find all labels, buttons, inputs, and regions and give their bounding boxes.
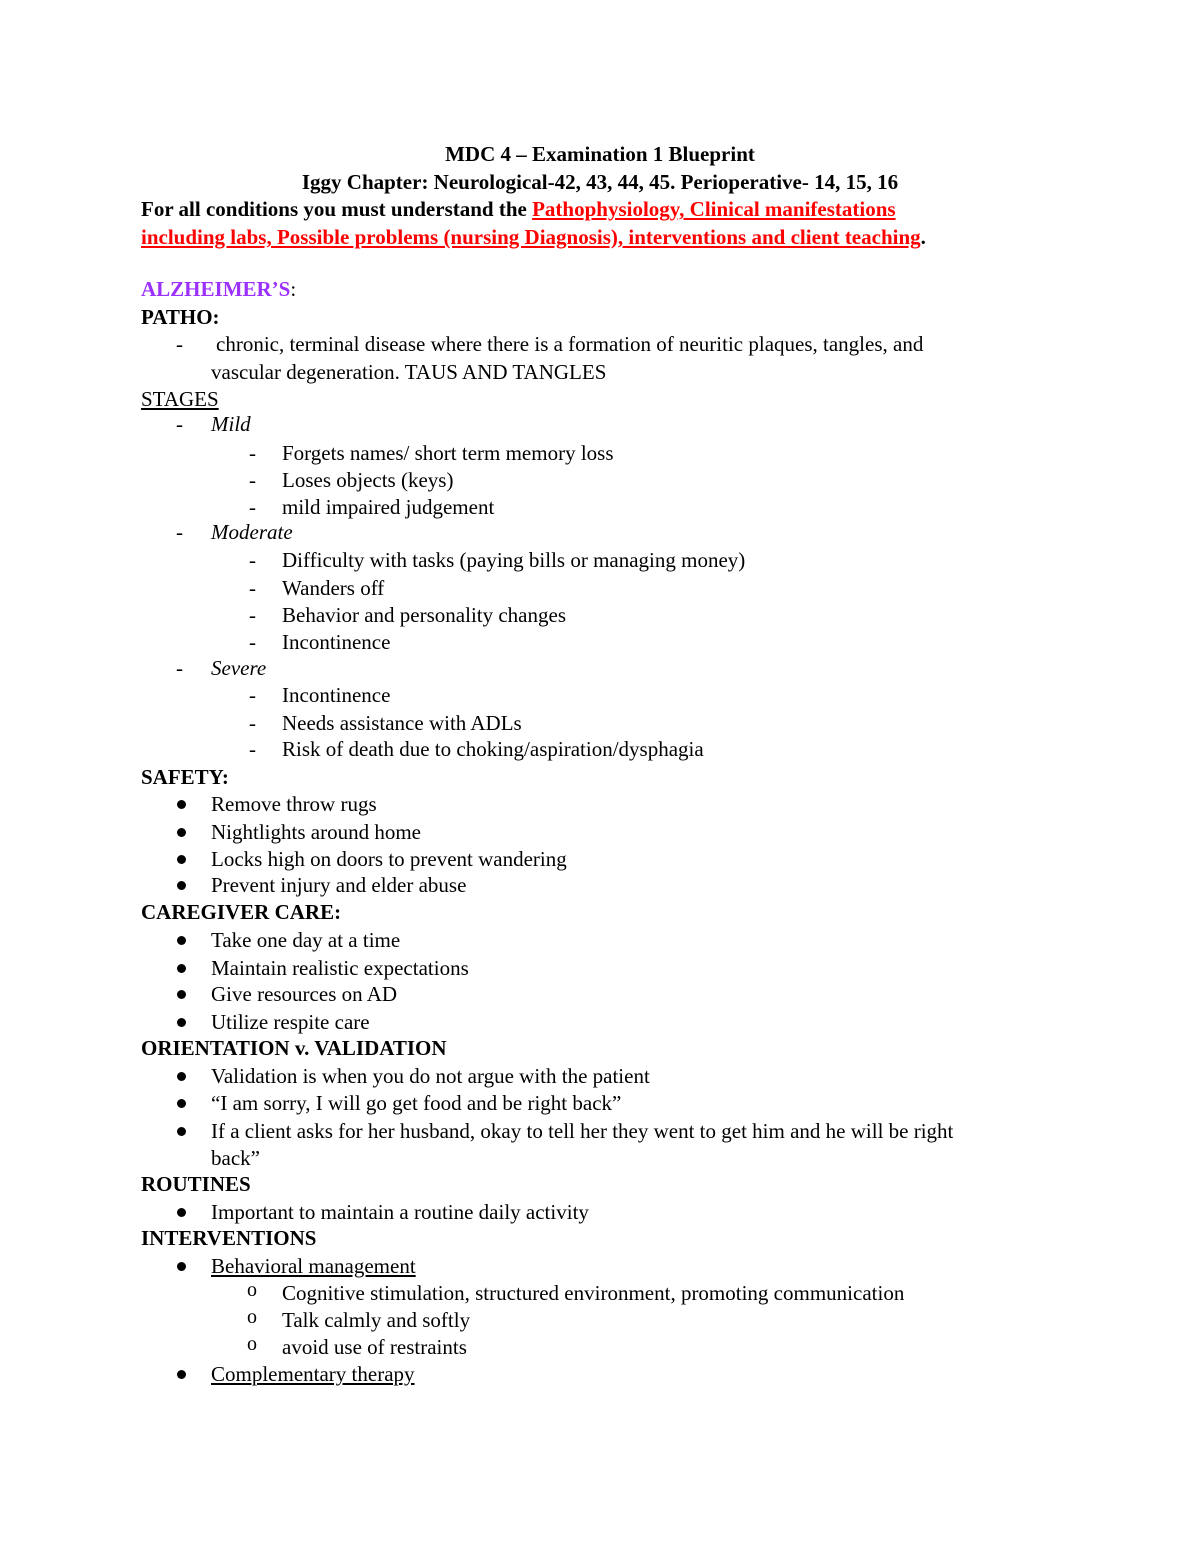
- routines-label: ROUTINES: [141, 1172, 251, 1196]
- list-item: Talk calmly and softly: [282, 1308, 471, 1332]
- bullet-icon: [177, 1370, 186, 1379]
- intro-emphasis-1: Pathophysiology, Clinical manifestations: [532, 197, 896, 221]
- list-item: Risk of death due to choking/aspiration/dysphagia: [282, 737, 704, 761]
- list-item: Locks high on doors to prevent wandering: [211, 847, 567, 871]
- list-item: Utilize respite care: [211, 1010, 370, 1034]
- bullet-icon: [177, 936, 186, 945]
- intro-line-1: [141, 196, 896, 223]
- dash-marker: -: [249, 737, 256, 761]
- dash-marker: -: [249, 630, 256, 654]
- list-item: Incontinence: [282, 683, 391, 707]
- bullet-icon: [177, 828, 186, 837]
- bullet-icon: [177, 1262, 186, 1271]
- stage-severe: Severe: [211, 656, 267, 680]
- bullet-icon: [177, 1072, 186, 1081]
- section-heading-alzheimers: [141, 276, 296, 303]
- dash-marker: -: [249, 683, 256, 707]
- stage-mild: Mild: [211, 412, 251, 436]
- safety-label: SAFETY:: [141, 765, 229, 789]
- list-item: Give resources on AD: [211, 982, 398, 1006]
- document-title: MDC 4 – Examination 1 Blueprint: [445, 142, 755, 166]
- patho-text-line-2: vascular degeneration. TAUS AND TANGLES: [211, 360, 607, 384]
- interventions-label: INTERVENTIONS: [141, 1226, 317, 1250]
- bullet-icon: [177, 990, 186, 999]
- list-item: Difficulty with tasks (paying bills or managing money): [282, 548, 746, 572]
- dash-marker: -: [249, 711, 256, 735]
- list-item: Forgets names/ short term memory loss: [282, 441, 614, 465]
- bullet-icon: [177, 1127, 186, 1136]
- list-item: Needs assistance with ADLs: [282, 711, 522, 735]
- circle-bullet-icon: o: [247, 1333, 257, 1355]
- intro-suffix: .: [920, 225, 926, 249]
- dash-marker: -: [249, 603, 256, 627]
- dash-marker: -: [176, 656, 183, 680]
- circle-bullet-icon: o: [247, 1279, 257, 1301]
- list-item: Prevent injury and elder abuse: [211, 873, 467, 897]
- bullet-icon: [177, 881, 186, 890]
- list-item: “I am sorry, I will go get food and be right back”: [211, 1091, 622, 1115]
- patho-text-line-1: chronic, terminal disease where there is a formation of neuritic plaques, tangles, and: [216, 332, 924, 356]
- list-item-continuation: back”: [211, 1146, 260, 1170]
- dash-marker: -: [249, 495, 256, 519]
- list-item: Incontinence: [282, 630, 391, 654]
- bullet-icon: [177, 1208, 186, 1217]
- bullet-icon: [177, 1018, 186, 1027]
- list-item: Validation is when you do not argue with the patient: [211, 1064, 650, 1088]
- list-item: If a client asks for her husband, okay to tell her they went to get him and he will be right: [211, 1119, 954, 1143]
- list-item: Nightlights around home: [211, 820, 421, 844]
- dash-marker: -: [176, 520, 183, 544]
- bullet-icon: [177, 855, 186, 864]
- list-item: mild impaired judgement: [282, 495, 495, 519]
- list-item: Important to maintain a routine daily activity: [211, 1200, 589, 1224]
- document-subtitle: Iggy Chapter: Neurological-42, 43, 44, 45. Perioperative- 14, 15, 16: [301, 170, 899, 194]
- intro-line-2: [141, 224, 926, 251]
- dash-marker: -: [176, 412, 183, 436]
- intro-prefix: For all conditions you must understand the: [141, 197, 533, 221]
- list-item: Loses objects (keys): [282, 468, 454, 492]
- orientation-label: ORIENTATION v. VALIDATION: [141, 1036, 447, 1060]
- circle-bullet-icon: o: [247, 1306, 257, 1328]
- alzheimers-heading-colon: :: [290, 277, 297, 301]
- complementary-therapy-label: Complementary therapy: [211, 1362, 415, 1386]
- dash-marker: -: [176, 332, 183, 356]
- caregiver-label: CAREGIVER CARE:: [141, 900, 342, 924]
- list-item: Behavior and personality changes: [282, 603, 566, 627]
- stage-moderate: Moderate: [211, 520, 293, 544]
- dash-marker: -: [249, 548, 256, 572]
- behavioral-management-label: Behavioral management: [211, 1254, 416, 1278]
- intro-emphasis-2: including labs, Possible problems (nursing Diagnosis), interventions and client teaching: [141, 225, 921, 249]
- bullet-icon: [177, 1099, 186, 1108]
- patho-label: PATHO:: [141, 305, 220, 329]
- bullet-icon: [177, 800, 186, 809]
- list-item: avoid use of restraints: [282, 1335, 467, 1359]
- list-item: Wanders off: [282, 576, 385, 600]
- list-item: Remove throw rugs: [211, 792, 377, 816]
- stages-label: STAGES: [141, 387, 219, 411]
- list-item: Take one day at a time: [211, 928, 401, 952]
- dash-marker: -: [249, 576, 256, 600]
- dash-marker: -: [249, 441, 256, 465]
- bullet-icon: [177, 964, 186, 973]
- list-item: Cognitive stimulation, structured environment, promoting communication: [282, 1281, 905, 1305]
- list-item: Maintain realistic expectations: [211, 956, 469, 980]
- dash-marker: -: [249, 468, 256, 492]
- alzheimers-heading: ALZHEIMER’S: [141, 277, 291, 301]
